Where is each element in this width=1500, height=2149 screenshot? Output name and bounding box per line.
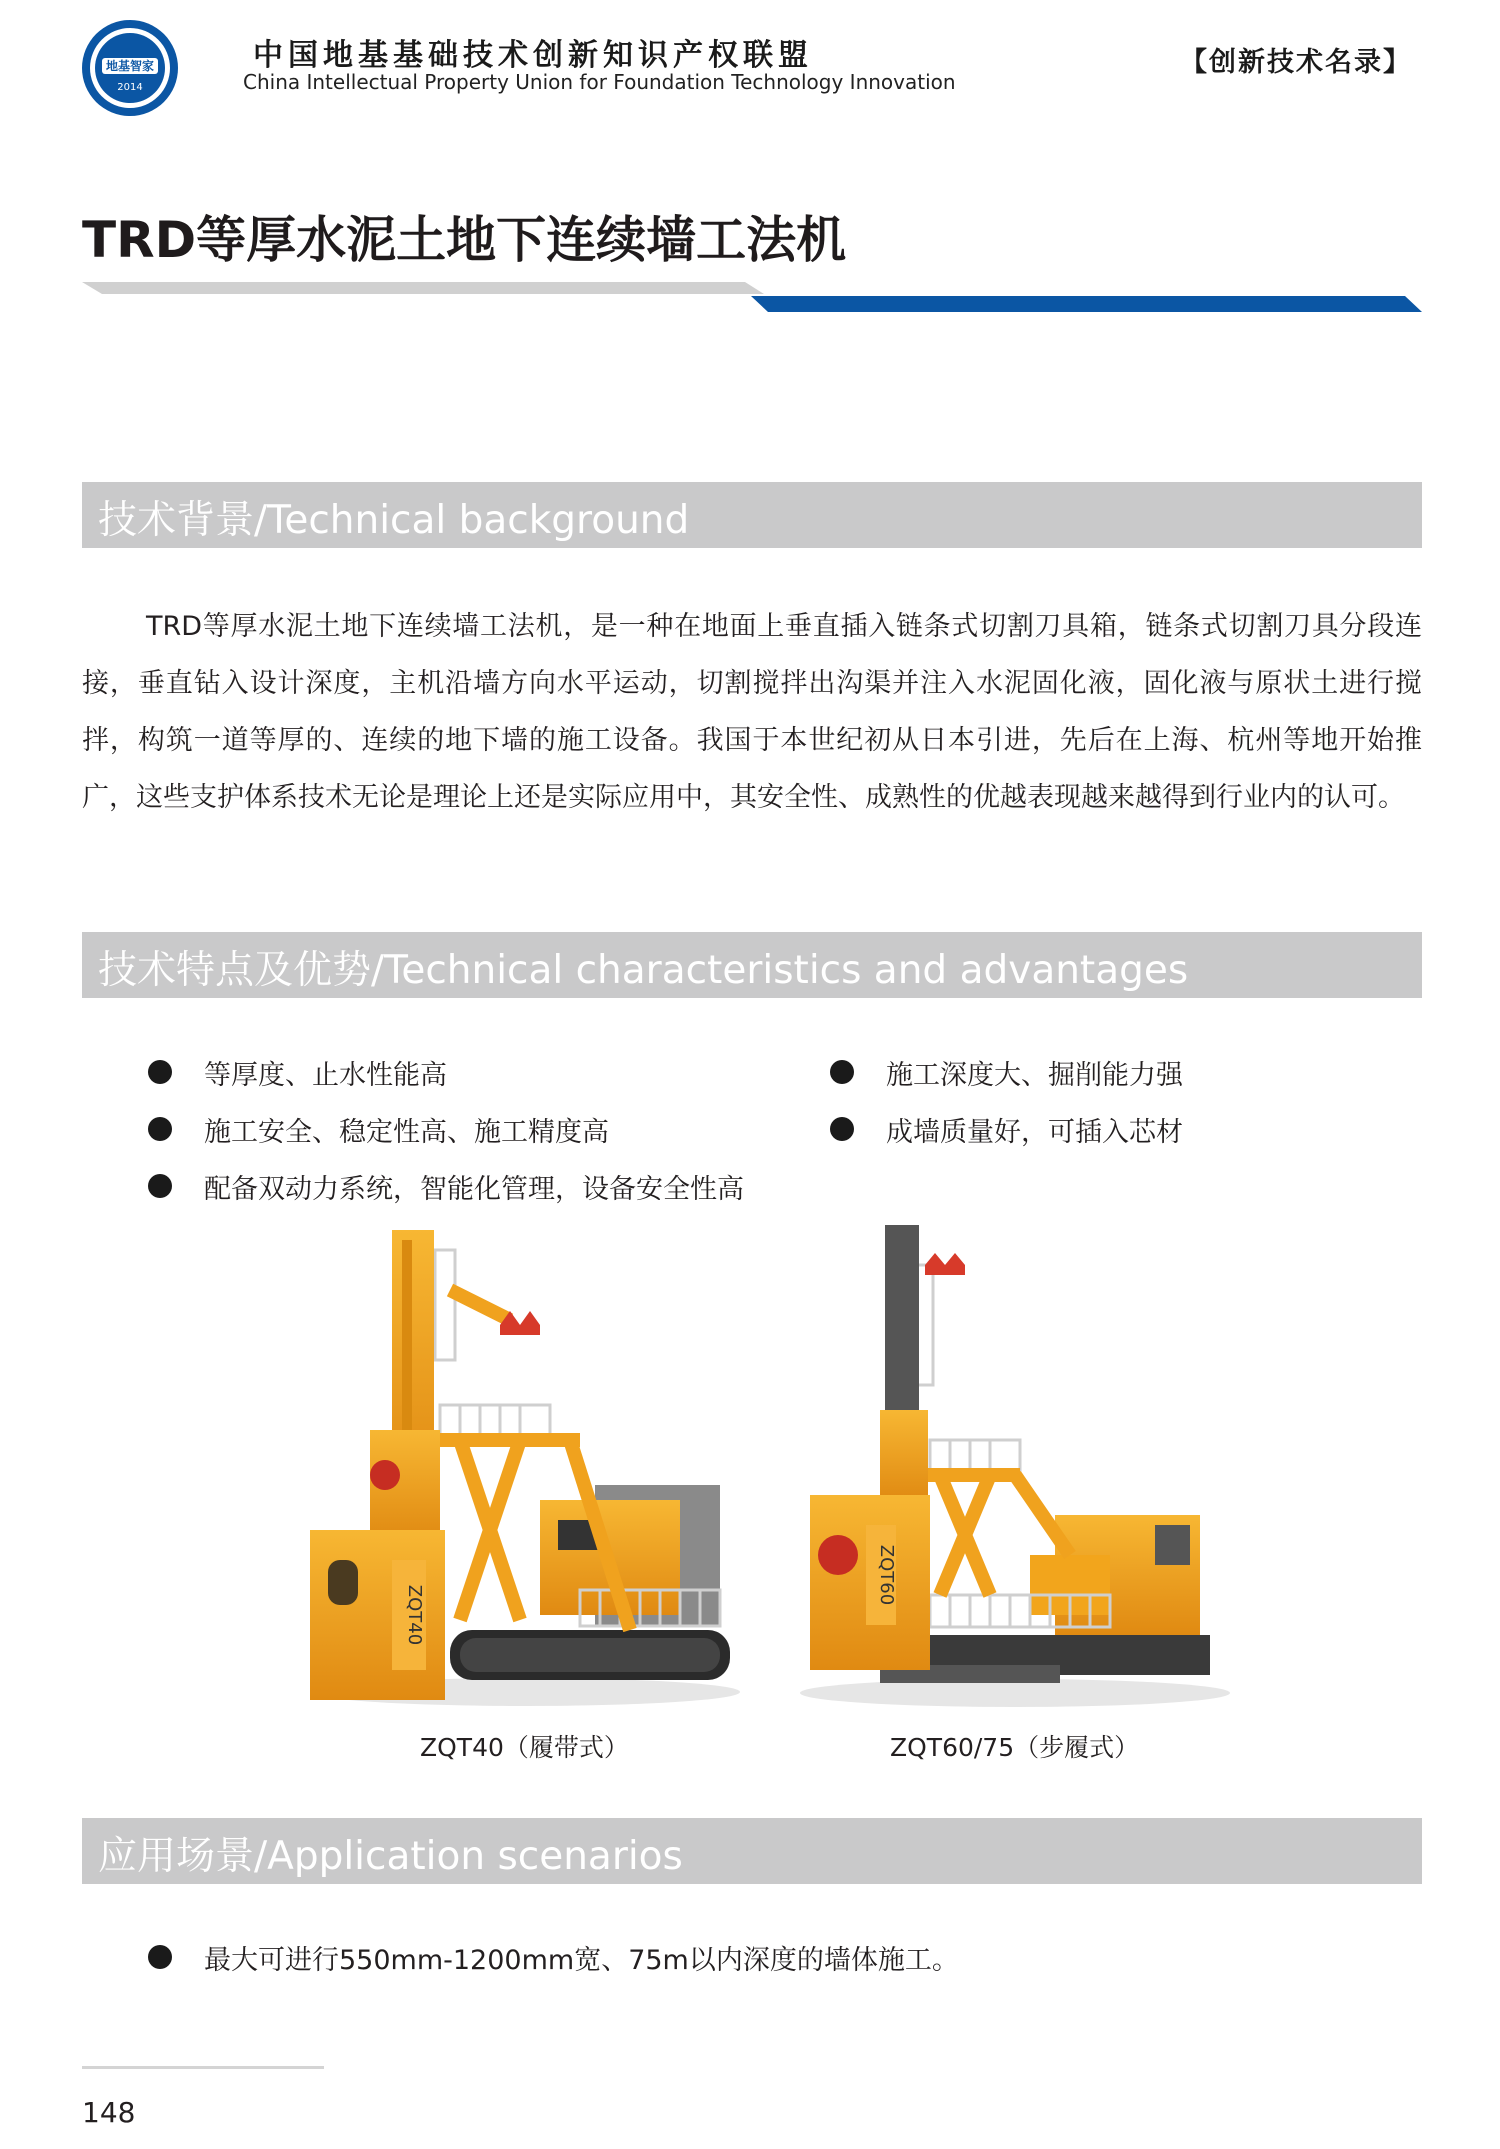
svg-text:ZQT40: ZQT40 <box>404 1584 425 1646</box>
section-header-background <box>82 482 1422 548</box>
bullet-icon <box>148 1060 172 1084</box>
bullet-icon <box>830 1117 854 1141</box>
figure-caption-zqt60-75: ZQT60/75（步履式） <box>890 1733 1140 1762</box>
footer-divider <box>82 2066 324 2069</box>
machine-image-zqt40 <box>310 1230 740 1710</box>
bullet-icon <box>148 1174 172 1198</box>
page-title: TRD等厚水泥土地下连续墙工法机 <box>82 211 847 269</box>
catalog-label: 【创新技术名录】 <box>1180 47 1412 78</box>
alliance-logo <box>80 18 180 118</box>
svg-text:2014: 2014 <box>117 82 143 93</box>
section-heading-application: 应用场景/Application scenarios <box>98 1834 683 1879</box>
svg-text:地基智家: 地基智家 <box>105 59 155 73</box>
page-number: 148 <box>82 2096 136 2129</box>
org-name-en: China Intellectual Property Union for Foundation Technology Innovation <box>243 70 956 94</box>
bullet-icon <box>148 1117 172 1141</box>
section-heading-features: 技术特点及优势/Technical characteristics and advantages <box>98 948 1189 993</box>
figure-caption-zqt40: ZQT40（履带式） <box>420 1733 629 1762</box>
section-header-application <box>82 1818 1422 1884</box>
section-heading-background: 技术背景/Technical background <box>98 498 690 543</box>
bullet-icon <box>148 1945 172 1969</box>
background-paragraph: TRD等厚水泥土地下连续墙工法机，是一种在地面上垂直插入链条式切割刀具箱，链条式切割刀具分段连接，垂直钻入设计深度，主机沿墙方向水平运动，切割搅拌出沟渠并注入水泥固化液，固化液与原状土进行搅拌，构筑一道等厚的、连续的地下墙的施工设备。我国于本世纪初从日本引进，先后在上海、杭州等地开始推广，这些支护体系技术无论是理论上还是实际应用中，其安全性、成熟性的优越表现越来越得到行业内的认可。 <box>82 611 1422 813</box>
title-divider <box>82 282 1422 316</box>
section-header-features <box>82 932 1422 998</box>
org-name-cn: 中国地基基础技术创新知识产权联盟 <box>253 38 813 73</box>
bullet-icon <box>830 1060 854 1084</box>
machine-image-zqt60-75 <box>800 1225 1230 1710</box>
svg-text:ZQT60: ZQT60 <box>876 1544 897 1606</box>
